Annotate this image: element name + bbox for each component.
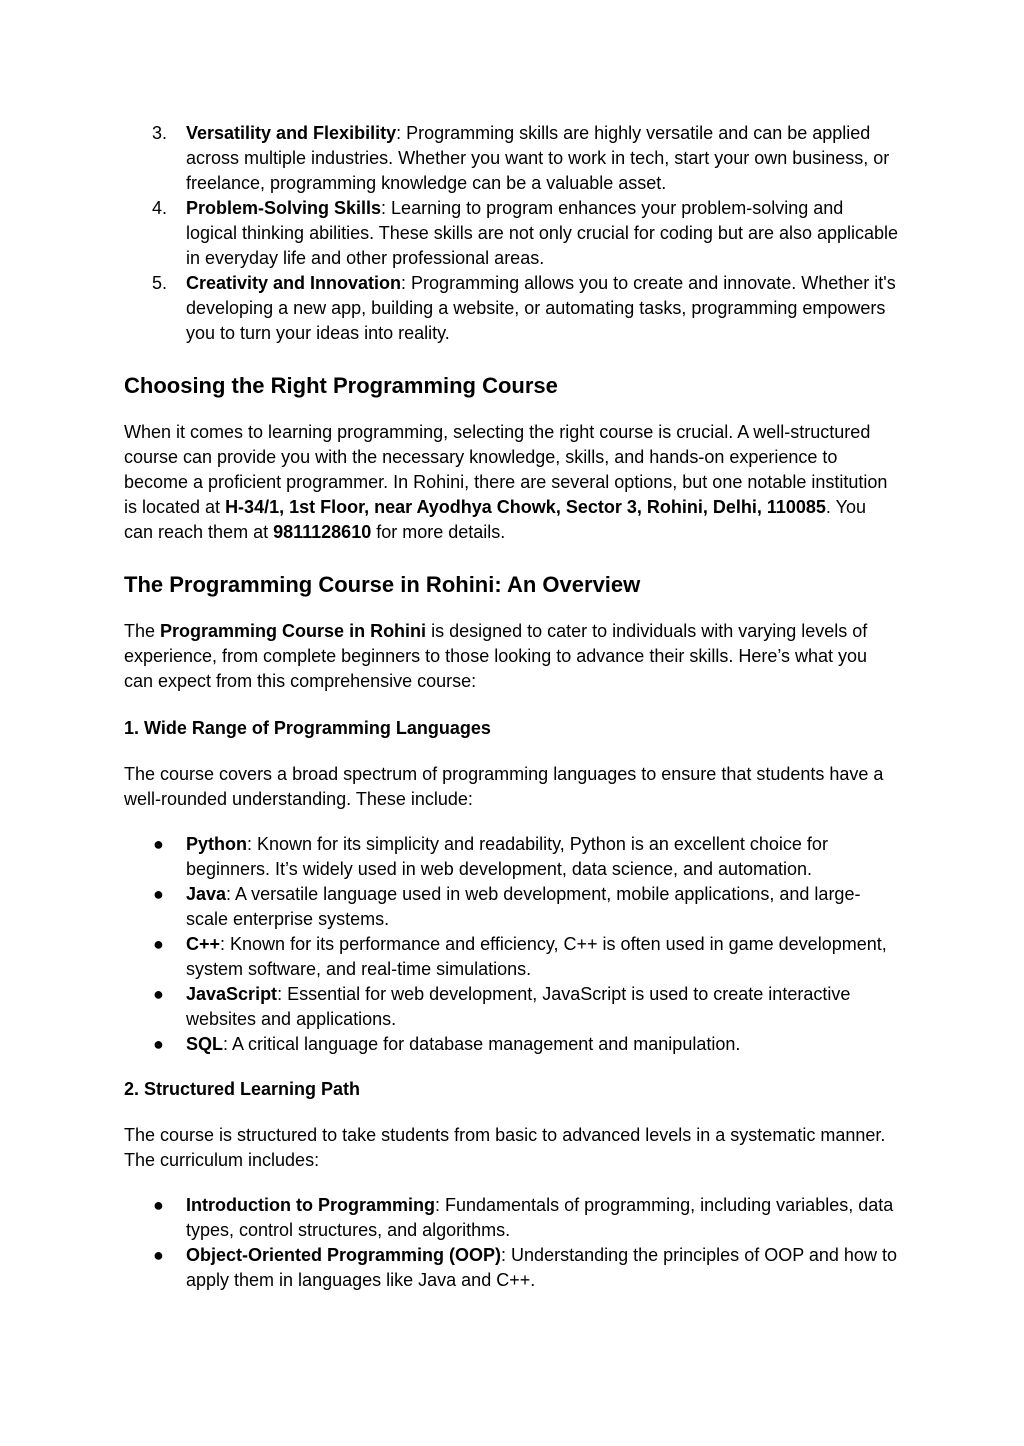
overview-paragraph	[124, 619, 899, 694]
item-text: : A critical language for database management and manipulation.	[223, 1034, 741, 1054]
subheading-learning-path: 2. Structured Learning Path	[124, 1079, 361, 1099]
item-title: Introduction to Programming	[186, 1195, 435, 1215]
item-text: : Programming allows you to create and innovate. Whether it's developing a new app, building a website, or automating tasks, programming empowers you to turn your ideas into reality.	[186, 273, 896, 343]
item-text: : Known for its performance and efficiency, C++ is often used in game development, system software, and real-time simulations.	[186, 934, 887, 979]
list-item	[124, 121, 899, 196]
list-item	[124, 832, 899, 882]
languages-list	[124, 832, 899, 1057]
item-title: Java	[186, 884, 227, 904]
item-text: : A versatile language used in web development, mobile applications, and large-scale enterprise systems.	[186, 884, 861, 929]
paragraph-text: for more details.	[371, 522, 506, 542]
item-title: SQL	[186, 1034, 224, 1054]
list-number: 3.	[152, 123, 168, 143]
item-title: Object-Oriented Programming (OOP)	[186, 1245, 502, 1265]
bullet-icon: ●	[153, 1034, 164, 1054]
list-number: 4.	[152, 198, 168, 218]
list-item	[124, 1032, 899, 1057]
document-page	[124, 121, 899, 1293]
item-title: Problem-Solving Skills	[186, 198, 382, 218]
curriculum-list	[124, 1193, 899, 1293]
list-item	[124, 932, 899, 982]
list-item	[124, 271, 899, 346]
bullet-icon: ●	[153, 884, 164, 904]
choosing-paragraph	[124, 420, 899, 545]
list-number: 5.	[152, 273, 168, 293]
subheading-languages: 1. Wide Range of Programming Languages	[124, 718, 491, 738]
path-intro: The course is structured to take students from basic to advanced levels in a systematic manner. The curriculum includes:	[124, 1125, 886, 1170]
paragraph-text: When it comes to learning programming, selecting the right course is crucial. A well-structured course can provide you with the necessary knowledge, skills, and hands-on experience to become a proficient programmer. In Rohini, there are several options, but one notable institution is located at	[124, 422, 888, 517]
address-text: H-34/1, 1st Floor, near Ayodhya Chowk, Sector 3, Rohini, Delhi, 110085	[225, 497, 826, 517]
item-title: Creativity and Innovation	[186, 273, 402, 293]
list-item	[124, 882, 899, 932]
list-item	[124, 1193, 899, 1243]
item-text: : Programming skills are highly versatile and can be applied across multiple industries. Whether you want to work in tech, start your own business, or freelance, programming knowledge can be a valuable asset.	[186, 123, 890, 193]
section-heading-overview: The Programming Course in Rohini: An Overview	[124, 572, 641, 597]
item-title: JavaScript	[186, 984, 278, 1004]
section-heading-choosing: Choosing the Right Programming Course	[124, 373, 558, 398]
course-name: Programming Course in Rohini	[160, 621, 427, 641]
languages-intro: The course covers a broad spectrum of programming languages to ensure that students have a well-rounded understanding. These include:	[124, 764, 884, 809]
paragraph-text: . You can reach them at	[124, 497, 866, 542]
list-item	[124, 982, 899, 1032]
list-item	[124, 1243, 899, 1293]
bullet-icon: ●	[153, 934, 164, 954]
benefits-list	[124, 121, 899, 346]
list-item	[124, 196, 899, 271]
phone-number: 9811128610	[273, 522, 372, 542]
bullet-icon: ●	[153, 1195, 164, 1215]
item-title: Versatility and Flexibility	[186, 123, 397, 143]
item-title: C++	[186, 934, 221, 954]
paragraph-text: is designed to cater to individuals with varying levels of experience, from complete beginners to those looking to advance their skills. Here’s what you can expect from this comprehensive course:	[124, 621, 868, 691]
paragraph-text: The	[124, 621, 161, 641]
item-text: : Essential for web development, JavaScript is used to create interactive websites and applications.	[186, 984, 851, 1029]
item-text: : Understanding the principles of OOP and how to apply them in languages like Java and C++.	[186, 1245, 897, 1290]
item-text: : Fundamentals of programming, including variables, data types, control structures, and algorithms.	[186, 1195, 894, 1240]
item-text: : Learning to program enhances your problem-solving and logical thinking abilities. These skills are not only crucial for coding but are also applicable in everyday life and other professional areas.	[186, 198, 899, 268]
item-title: Python	[186, 834, 247, 854]
item-text: : Known for its simplicity and readability, Python is an excellent choice for beginners. It’s widely used in web development, data science, and automation.	[186, 834, 828, 879]
bullet-icon: ●	[153, 834, 164, 854]
bullet-icon: ●	[153, 984, 164, 1004]
bullet-icon: ●	[153, 1245, 164, 1265]
